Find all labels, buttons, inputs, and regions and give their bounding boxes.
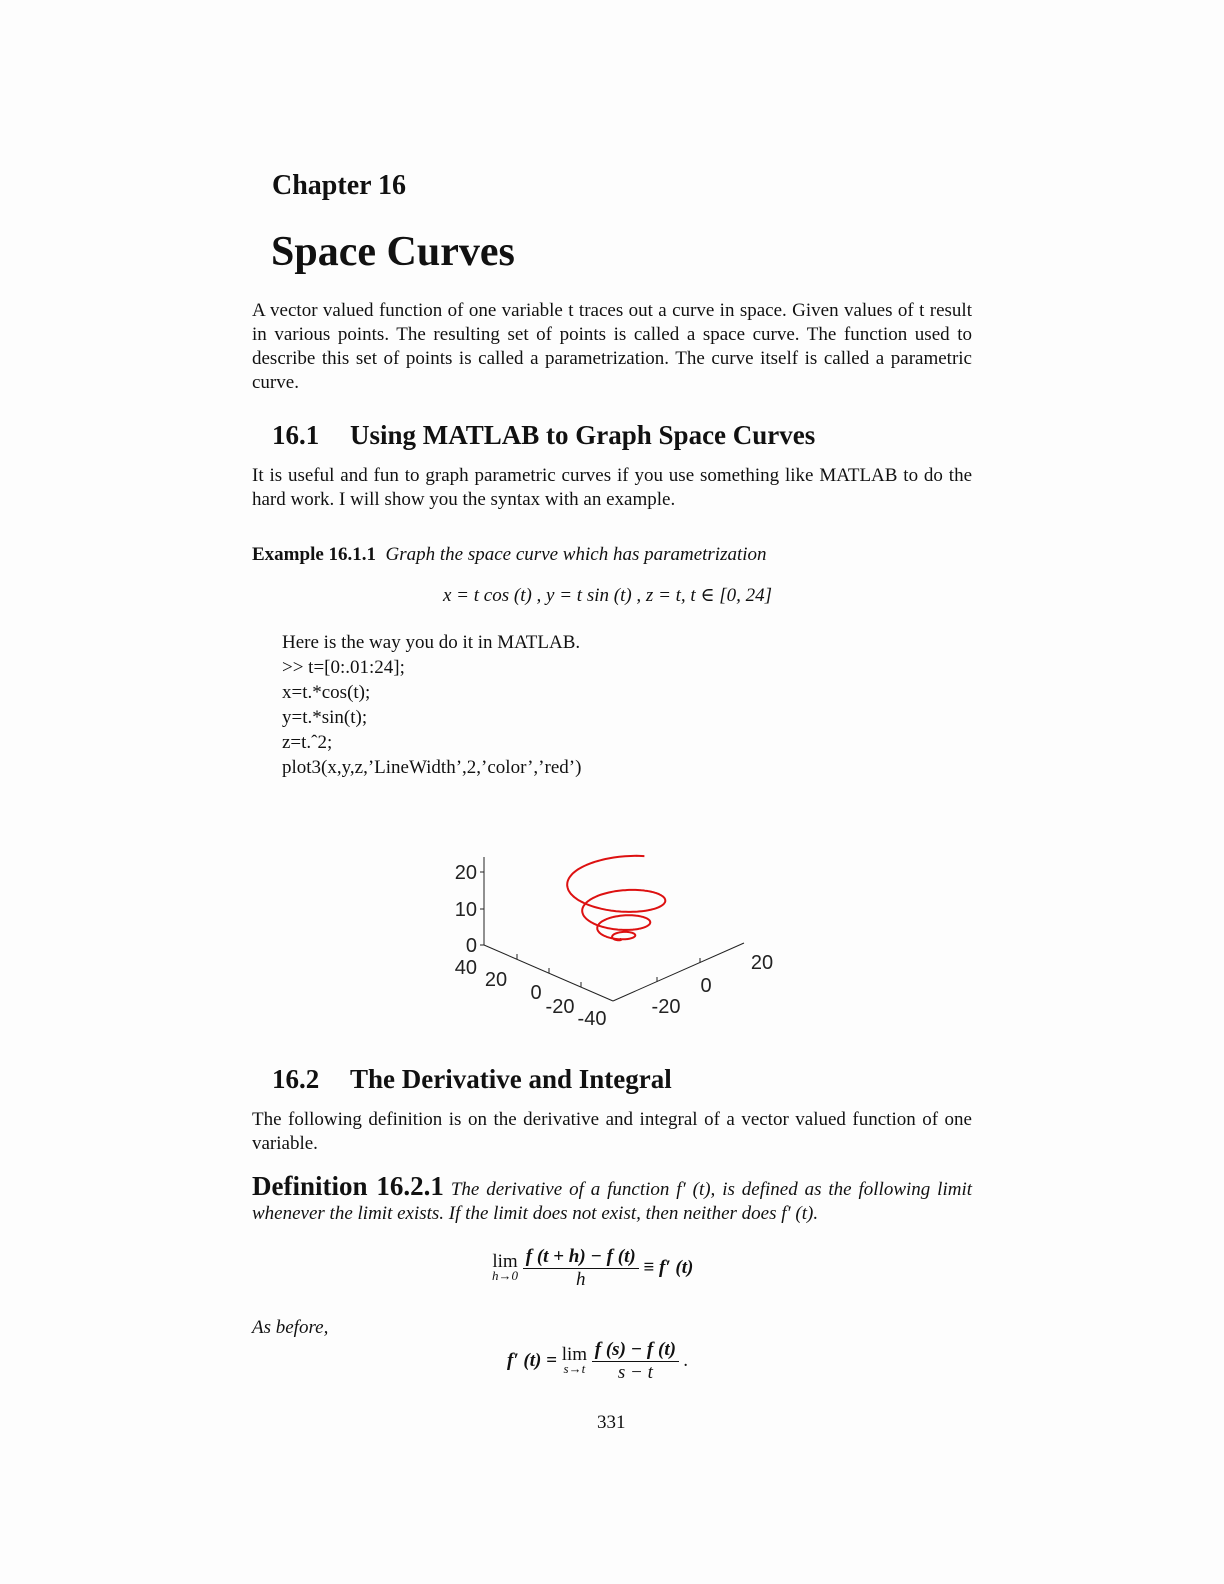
difference-quotient	[592, 1339, 679, 1384]
y-tick-label: 20	[750, 952, 774, 974]
fraction-denominator: h	[575, 1269, 586, 1290]
section-heading-16-2	[272, 1064, 672, 1095]
parametrization-equation: x = t cos (t) , y = t sin (t) , z = t, t ∈ [0, 24]	[443, 585, 773, 606]
section-paragraph: It is useful and fun to graph parametric curves if you use something like MATLAB to do the hard work. I will show you the syntax with an example.	[252, 465, 972, 510]
chapter-title: Space Curves	[271, 229, 515, 275]
y-tick-label: 0	[700, 975, 712, 997]
fraction-numerator: f (s) − f (t)	[592, 1339, 679, 1362]
example-text: Graph the space curve which has parametrization	[385, 544, 767, 565]
definition-text: The derivative of a function f′ (t), is defined as the following limit whenever the limit exists. If the limit does not exist, then neither does f′ (t).	[252, 1179, 972, 1224]
section-number: 16.2	[272, 1064, 320, 1094]
code-line: Here is the way you do it in MATLAB.	[282, 632, 581, 653]
space-curve-line	[567, 856, 665, 940]
y-tick-label: -20	[651, 996, 681, 1018]
equation-lhs: f′ (t) =	[507, 1349, 557, 1371]
fraction-denominator: s − t	[617, 1362, 653, 1383]
code-line: >> t=[0:.01:24];	[282, 657, 405, 678]
section-title: The Derivative and Integral	[350, 1064, 672, 1094]
limit-operator	[492, 1250, 518, 1283]
x-tick-label: 0	[530, 982, 542, 1004]
limit-word: lim	[492, 1250, 518, 1272]
definition-statement	[252, 1171, 972, 1226]
chapter-label: Chapter 16	[272, 170, 407, 201]
intro-paragraph: A vector valued function of one variable t traces out a curve in space. Given values of t result in various points. The resulting set of points is called a space curve. The function used to describe this set of points is called a parametrization. The curve itself is called a parametric curve.	[252, 300, 972, 393]
limit-word: lim	[561, 1343, 588, 1365]
y-axis-line	[613, 943, 744, 1001]
code-line: plot3(x,y,z,’LineWidth’,2,’color’,’red’)	[282, 757, 582, 778]
definition-label: Definition 16.2.1	[252, 1171, 444, 1201]
equation-period: .	[683, 1349, 689, 1371]
code-line: y=t.*sin(t);	[282, 707, 368, 728]
alternate-derivative-equation	[507, 1339, 688, 1384]
as-before-text: As before,	[252, 1317, 329, 1338]
tick-marks	[480, 872, 700, 987]
space-curve-plot	[420, 835, 780, 1035]
code-line: z=t.ˆ2;	[282, 732, 333, 753]
section-paragraph: The following definition is on the derivative and integral of a vector valued function of one variable.	[252, 1109, 972, 1154]
derivative-limit-equation	[492, 1246, 693, 1291]
x-tick-label: 40	[454, 957, 477, 979]
x-tick-label: -40	[577, 1008, 607, 1030]
fraction-numerator: f (t + h) − f (t)	[523, 1246, 639, 1269]
x-tick-label: 20	[484, 969, 508, 991]
example-statement	[252, 544, 767, 566]
code-line: x=t.*cos(t);	[282, 682, 371, 703]
limit-operator	[561, 1343, 588, 1376]
section-heading-16-1	[272, 420, 815, 451]
example-label: Example 16.1.1	[252, 544, 377, 565]
limit-subscript: h→0	[492, 1267, 518, 1283]
difference-quotient	[523, 1246, 639, 1291]
z-tick-label: 20	[454, 862, 477, 884]
z-tick-label: 0	[465, 935, 477, 957]
x-tick-label: -20	[545, 996, 575, 1018]
section-title: Using MATLAB to Graph Space Curves	[350, 420, 816, 450]
section-number: 16.1	[272, 420, 320, 450]
z-tick-label: 10	[454, 899, 477, 921]
limit-subscript: s→t	[563, 1360, 586, 1376]
page-number: 331	[597, 1412, 626, 1433]
equation-rhs: ≡ f′ (t)	[643, 1256, 694, 1278]
